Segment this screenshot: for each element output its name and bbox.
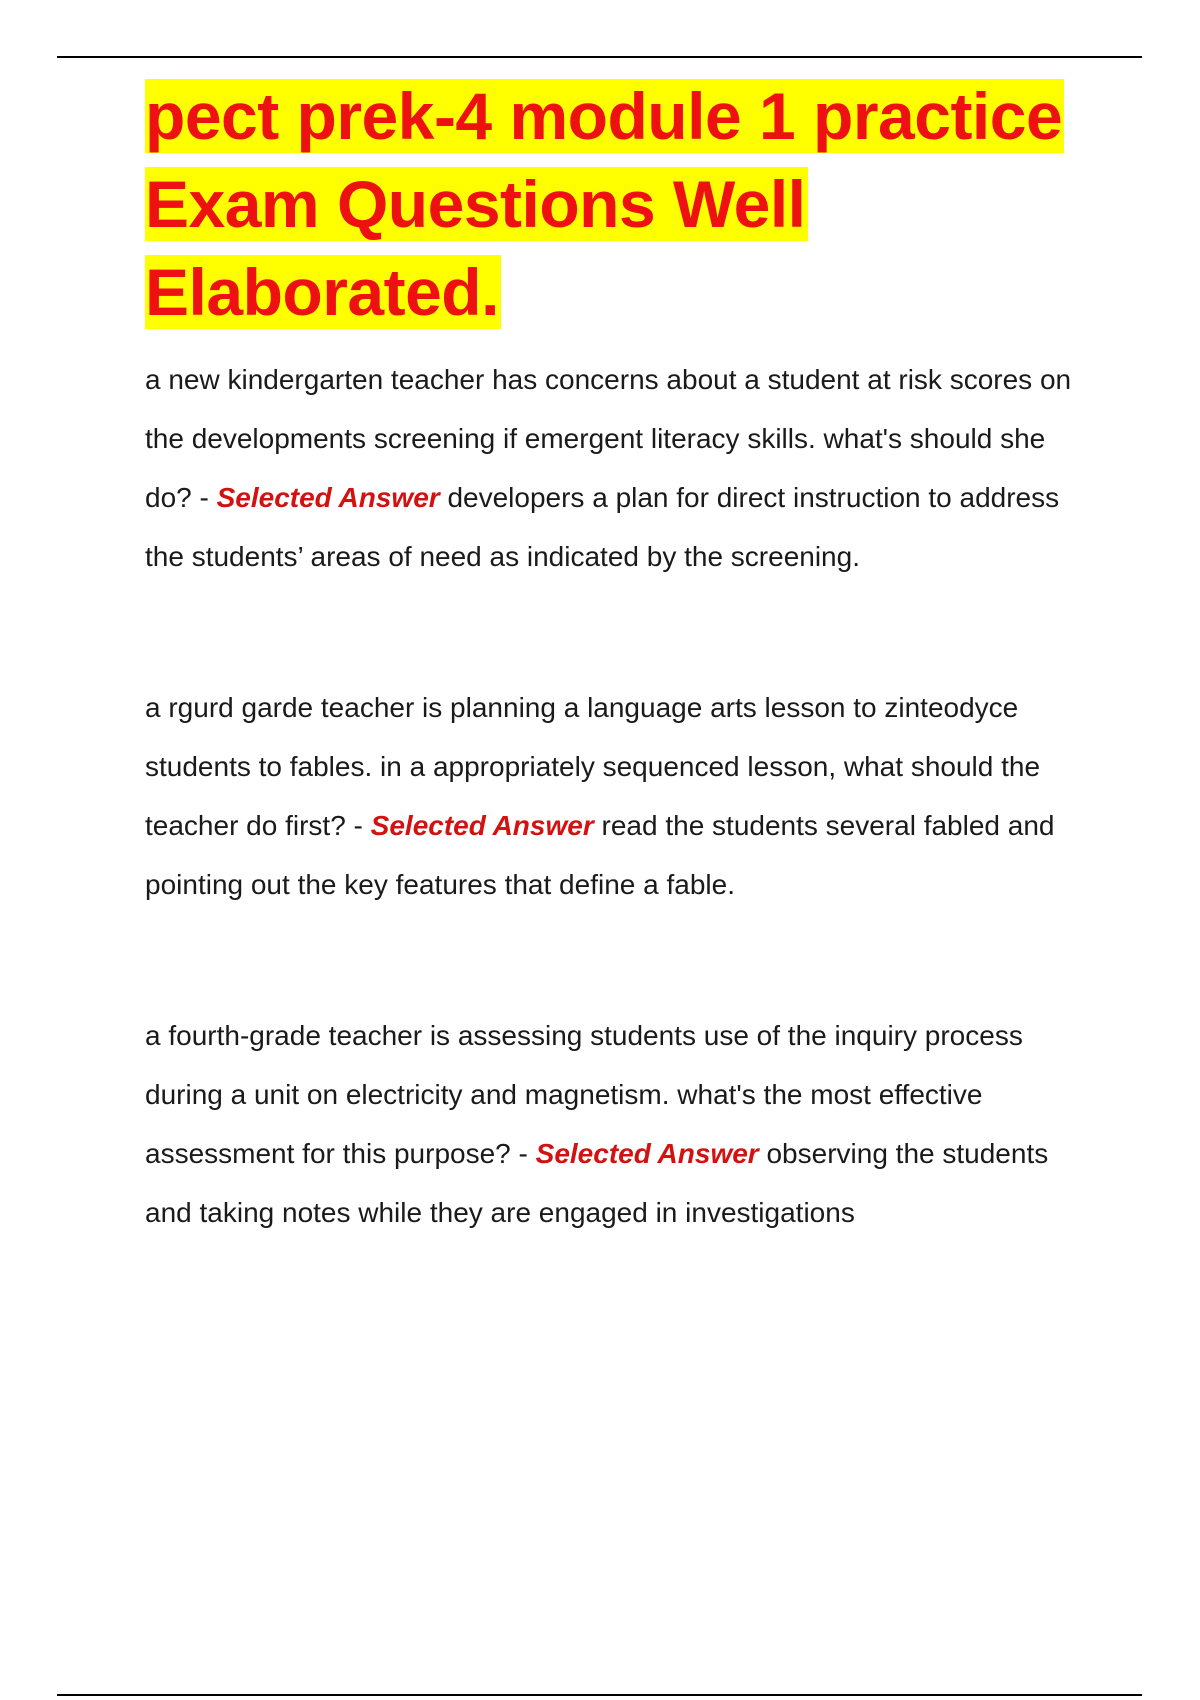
answer-text: read the students several fabled and pointing out the key features that define a fable.: [145, 810, 1055, 900]
qa-item: [145, 350, 1095, 586]
document-title: [145, 72, 1095, 336]
question-text: a fourth-grade teacher is assessing students use of the inquiry process during a unit on electricity and magnetism. what's the most effective assessment for this purpose?: [145, 1020, 1023, 1169]
question-text: a rgurd garde teacher is planning a language arts lesson to zinteodyce students to fables. in a appropriately sequenced lesson, what should the teacher do first?: [145, 692, 1041, 841]
qa-item: [145, 1006, 1095, 1242]
qa-item: [145, 678, 1095, 914]
title-highlight: pect prek-4 module 1 practice Exam Questions Well Elaborated.: [145, 79, 1063, 329]
selected-answer-label: Selected Answer: [370, 810, 594, 841]
bottom-rule: [57, 1694, 1142, 1696]
selected-answer-label: Selected Answer: [216, 482, 440, 513]
separator: -: [345, 810, 371, 841]
separator: -: [510, 1138, 536, 1169]
answer-text: observing the students and taking notes while they are engaged in investigations: [145, 1138, 1049, 1228]
answer-text: developers a plan for direct instruction to address the students’ areas of need as indicated by the screening.: [145, 482, 1060, 572]
selected-answer-label: Selected Answer: [535, 1138, 759, 1169]
separator: -: [191, 482, 217, 513]
question-text: a new kindergarten teacher has concerns about a student at risk scores on the developments screening if emergent literacy skills. what's should she do?: [145, 364, 1072, 513]
document-body: [145, 72, 1095, 1242]
top-rule: [57, 56, 1142, 58]
